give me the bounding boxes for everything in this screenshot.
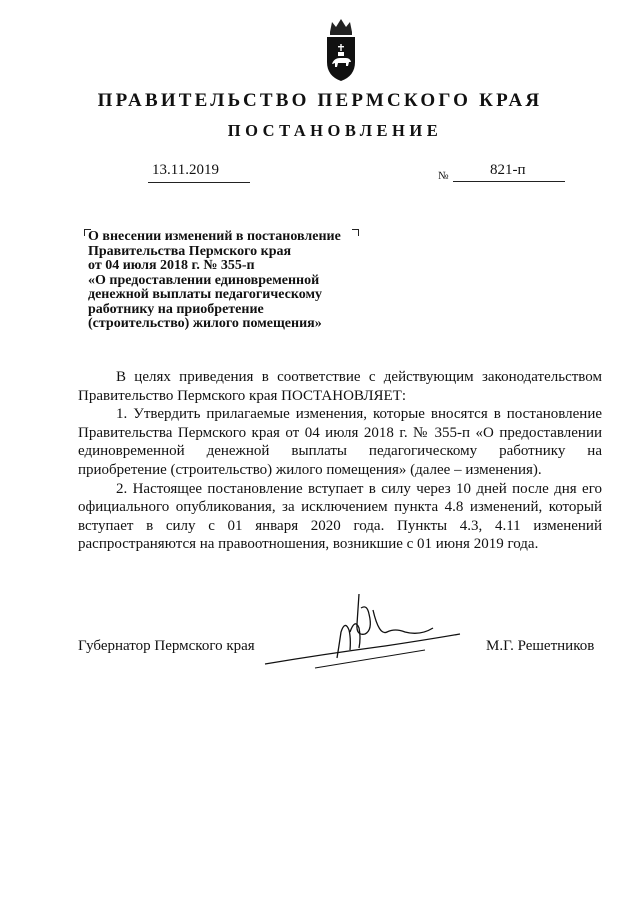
government-title: ПРАВИТЕЛЬСТВО ПЕРМСКОГО КРАЯ	[97, 90, 543, 111]
subject-line: «О предоставлении единовременной	[88, 272, 320, 288]
decree-date: 13.11.2019	[152, 162, 219, 178]
item-1-paragraph: 1. Утвердить прилагаемые изменения, которые вносятся в постановление Правительства Пермского края от 04 июля 2018 г. № 355-п «О предоставлении единовременной денежной выплаты педагогическому работнику на приобретение (строительство) жилого помещения» (далее – изменения).	[78, 406, 602, 478]
number-underline	[453, 181, 565, 182]
decree-body	[78, 368, 602, 554]
preamble-paragraph: В целях приведения в соответствие с действующим законодательством Правительство Пермского края ПОСТАНОВЛЯЕТ:	[78, 369, 602, 404]
subject-line: Правительства Пермского края	[88, 243, 292, 259]
perm-krai-coat-of-arms-icon	[322, 14, 360, 84]
subject-line: от 04 июля 2018 г. № 355-п	[88, 258, 255, 273]
date-underline	[148, 182, 250, 183]
number-sign: №	[438, 170, 449, 182]
signatory-name: М.Г. Решетников	[486, 638, 595, 654]
subject-line: денежной выплаты педагогическому	[88, 287, 322, 302]
document-type: ПОСТАНОВЛЕНИЕ	[227, 121, 443, 140]
decree-number: 821-п	[490, 162, 526, 178]
subject-line: О внесении изменений в постановление	[88, 229, 341, 244]
subject-line: работнику на приобретение	[88, 301, 264, 317]
decree-subject	[88, 230, 388, 332]
signatory-role: Губернатор Пермского края	[78, 638, 255, 654]
subject-line: (строительство) жилого помещения»	[88, 316, 322, 331]
item-2-paragraph: 2. Настоящее постановление вступает в силу через 10 дней после дня его официального опубликования, за исключением пункта 4.8 изменений, который вступает в силу с 01 января 2020 года. Пункты 4.3, 4.11 изменений распространяются на правоотношения, возникшие с 01 июня 2019 года.	[78, 480, 602, 553]
handwritten-signature	[255, 588, 485, 678]
